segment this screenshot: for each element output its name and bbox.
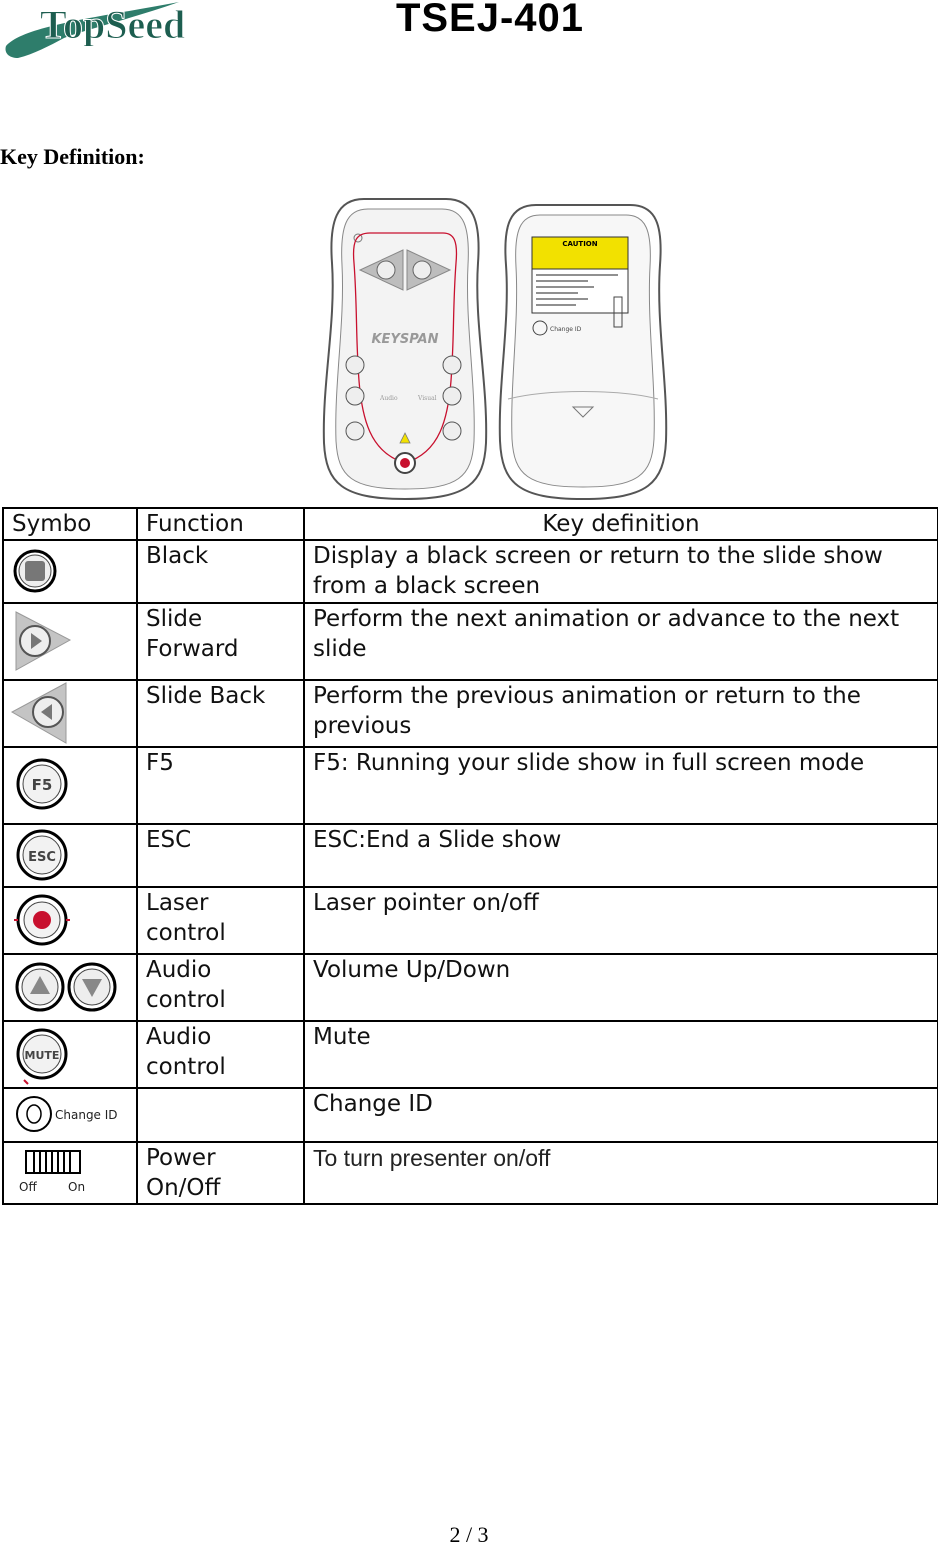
- row-function: Slide Back: [137, 680, 304, 747]
- row-definition: F5: Running your slide show in full screen mode: [304, 747, 938, 824]
- row-definition: ESC:End a Slide show: [304, 824, 938, 887]
- table-row: [3, 824, 938, 887]
- front-label-visual: Visual: [418, 395, 437, 402]
- row-function: [137, 1088, 304, 1142]
- f5-button-icon: [4, 748, 134, 822]
- remote-back: [500, 205, 666, 499]
- document-title: TSEJ-401: [395, 0, 585, 40]
- row-function: Audio control: [137, 1021, 304, 1088]
- row-function: Laser control: [137, 887, 304, 954]
- row-function: Black: [137, 540, 304, 603]
- row-definition: Display a black screen or return to the slide show from a black screen: [304, 540, 938, 603]
- section-heading: Key Definition:: [0, 144, 145, 169]
- volume-buttons-icon: [4, 955, 134, 1019]
- black-button-icon: [4, 541, 134, 601]
- power-on-label: On: [68, 1180, 86, 1194]
- back-caution-label: CAUTION: [562, 240, 598, 248]
- header-symbol: Symbo: [3, 508, 137, 540]
- table-header-row: [3, 508, 938, 540]
- table-row: [3, 887, 938, 954]
- slide-forward-icon: [4, 604, 134, 678]
- f5-icon-text: F5: [31, 776, 53, 794]
- power-switch-icon: [4, 1143, 134, 1199]
- row-definition: To turn presenter on/off: [304, 1142, 938, 1204]
- mute-icon-text: MUTE: [24, 1049, 60, 1062]
- table-row: [3, 954, 938, 1021]
- row-definition: Perform the previous animation or return to the previous: [304, 680, 938, 747]
- page-number: 2 / 3: [449, 1522, 489, 1547]
- row-definition: Volume Up/Down: [304, 954, 938, 1021]
- front-brand: KEYSPAN: [371, 332, 439, 347]
- table-row: [3, 603, 938, 680]
- slide-back-icon: [4, 681, 134, 745]
- table-row: [3, 1142, 938, 1204]
- row-definition: Change ID: [304, 1088, 938, 1142]
- presenter-device-illustration: [318, 193, 938, 505]
- table-row: [3, 1088, 938, 1142]
- row-function: ESC: [137, 824, 304, 887]
- row-function: F5: [137, 747, 304, 824]
- table-row: [3, 747, 938, 824]
- row-definition: Laser pointer on/off: [304, 887, 938, 954]
- remote-front: [324, 199, 486, 499]
- key-definition-table: [2, 507, 938, 1205]
- row-definition: Mute: [304, 1021, 938, 1088]
- esc-button-icon: [4, 825, 134, 885]
- esc-icon-text: ESC: [28, 850, 56, 865]
- logo-text: TopSeed: [40, 2, 186, 47]
- table-row: [3, 680, 938, 747]
- laser-button-icon: [4, 888, 134, 952]
- row-definition: Perform the next animation or advance to the next slide: [304, 603, 938, 680]
- row-function: Power On/Off: [137, 1142, 304, 1204]
- mute-button-icon: [4, 1022, 134, 1086]
- change-id-icon-text: Change ID: [55, 1108, 118, 1122]
- header-function: Function: [137, 508, 304, 540]
- header-key-definition: Key definition: [304, 508, 938, 540]
- power-off-label: Off: [19, 1180, 37, 1194]
- change-id-icon: [4, 1089, 134, 1139]
- row-function: Slide Forward: [137, 603, 304, 680]
- table-row: [3, 1021, 938, 1088]
- row-function: Audio control: [137, 954, 304, 1021]
- back-change-id-label: Change ID: [550, 326, 582, 333]
- table-row: [3, 540, 938, 603]
- front-label-audio: Audio: [380, 395, 398, 402]
